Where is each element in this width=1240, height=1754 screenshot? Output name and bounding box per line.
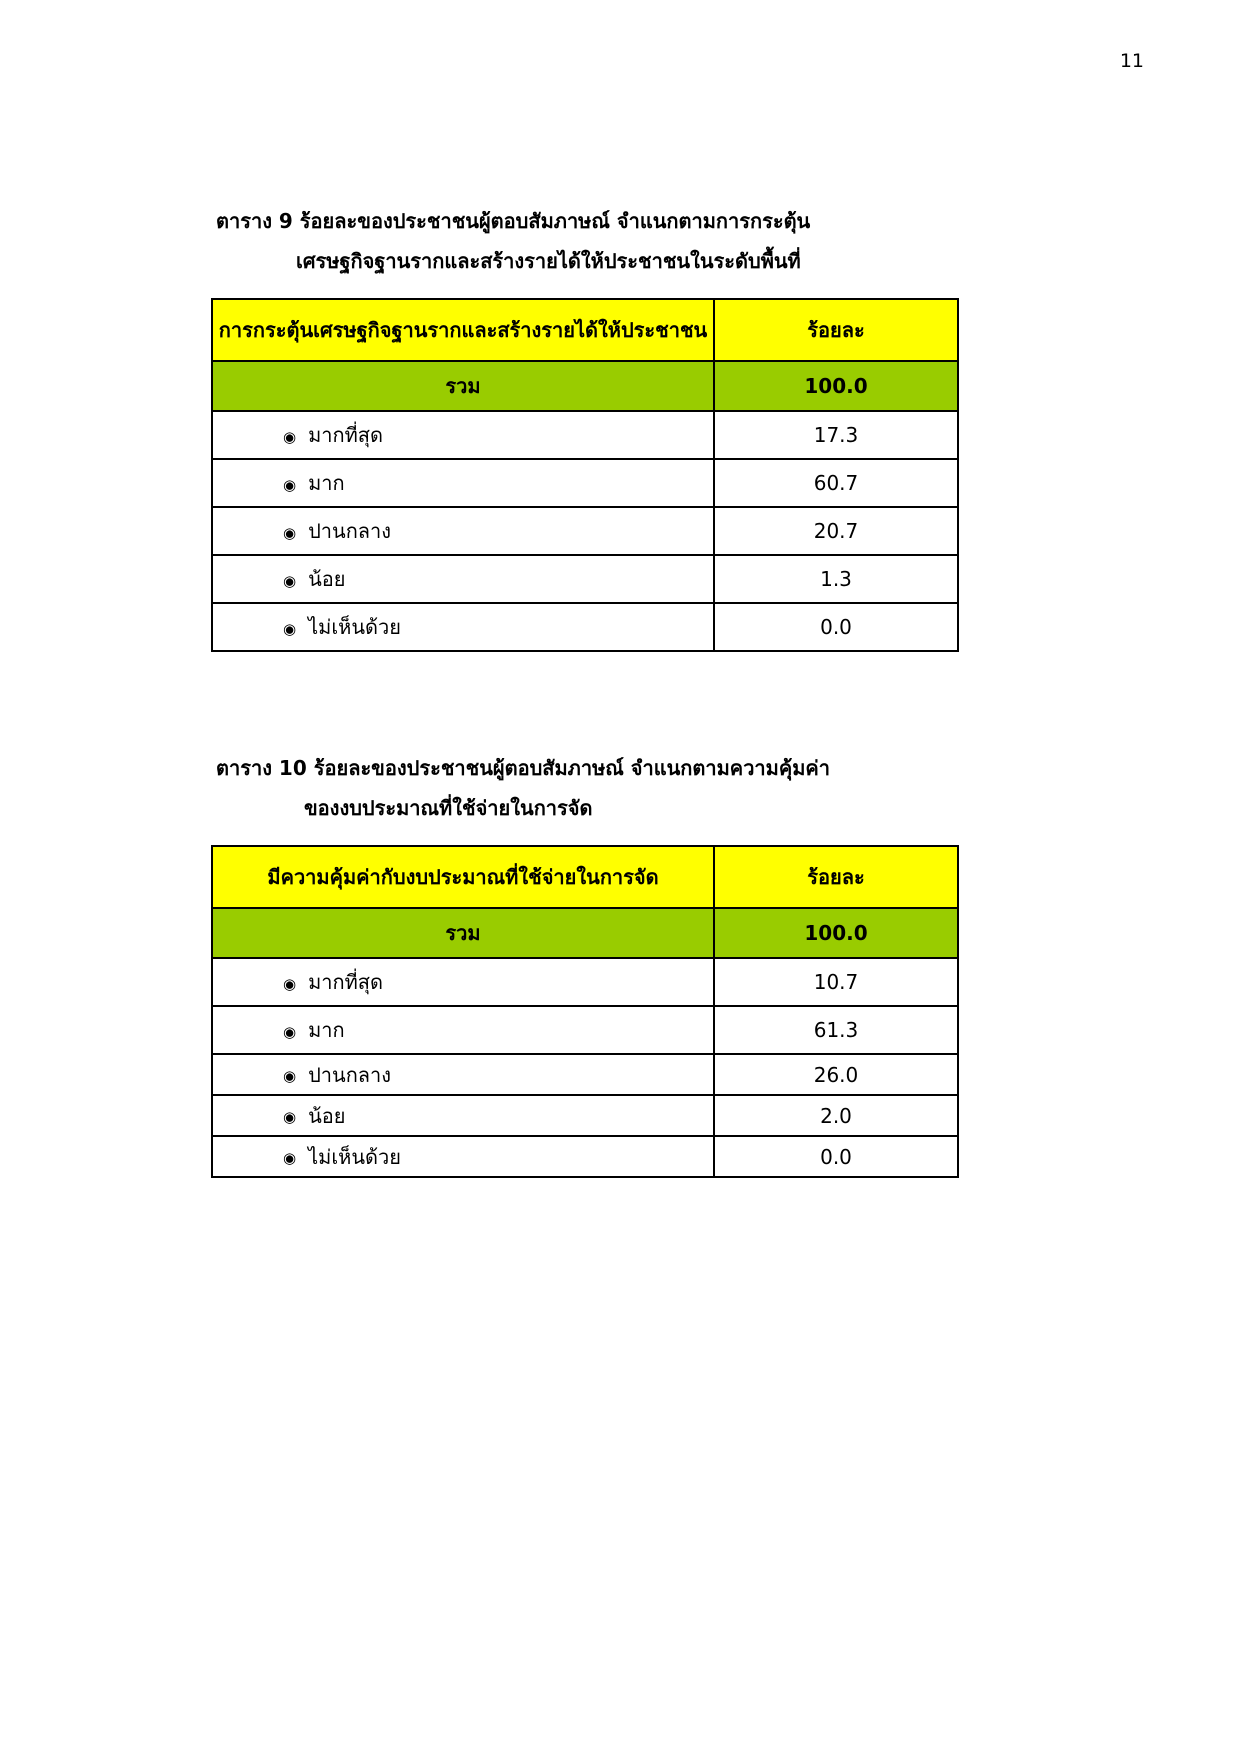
table-total-row: [212, 908, 958, 958]
row-label: น้อย: [308, 1103, 346, 1128]
table-9-caption-line1: ตาราง 9 ร้อยละของประชาชนผู้ตอบสัมภาษณ์ จำแนกตามการกระตุ้น: [216, 209, 811, 233]
row-value: 61.3: [714, 1006, 958, 1054]
row-value: 26.0: [714, 1054, 958, 1095]
bullet-icon: ◉: [283, 1067, 297, 1085]
row-label: ปานกลาง: [308, 519, 392, 543]
table-total-row: [212, 361, 958, 411]
table-9: [211, 298, 959, 652]
row-label: น้อย: [308, 567, 346, 591]
bullet-icon: ◉: [283, 1022, 297, 1041]
row-value: 1.3: [714, 555, 958, 603]
table-row: [212, 1136, 958, 1177]
row-value: 60.7: [714, 459, 958, 507]
row-label: ไม่เห็นด้วย: [308, 1144, 401, 1169]
bullet-icon: ◉: [283, 619, 297, 638]
bullet-icon: ◉: [283, 1149, 297, 1167]
bullet-icon: ◉: [283, 1108, 297, 1126]
bullet-icon: ◉: [283, 475, 297, 494]
table-9-caption: [216, 201, 1016, 281]
total-label: รวม: [212, 361, 714, 411]
table-header-row: [212, 846, 958, 908]
table-10-caption-line2: ของงบประมาณที่ใช้จ่ายในการจัด: [304, 796, 593, 820]
table-row: [212, 1095, 958, 1136]
page-number: 11: [1119, 50, 1144, 72]
table-row: [212, 1006, 958, 1054]
row-label: ไม่เห็นด้วย: [308, 615, 401, 639]
bullet-icon: ◉: [283, 427, 297, 446]
table-row: [212, 459, 958, 507]
row-label: มากที่สุด: [308, 423, 383, 447]
total-value: 100.0: [714, 908, 958, 958]
bullet-icon: ◉: [283, 571, 297, 590]
table-row: [212, 507, 958, 555]
row-value: 10.7: [714, 958, 958, 1006]
table-row: [212, 555, 958, 603]
bullet-icon: ◉: [283, 523, 297, 542]
table-row: [212, 958, 958, 1006]
table-row: [212, 603, 958, 651]
table-10-caption: [216, 748, 1016, 828]
table-header-category: มีความคุ้มค่ากับงบประมาณที่ใช้จ่ายในการจัด: [212, 846, 714, 908]
table-header-percent: ร้อยละ: [714, 846, 958, 908]
row-label: มากที่สุด: [308, 970, 383, 994]
table-10-caption-line1: ตาราง 10 ร้อยละของประชาชนผู้ตอบสัมภาษณ์ จำแนกตามความคุ้มค่า: [216, 756, 831, 780]
table-10: [211, 845, 959, 1178]
table-row: [212, 1054, 958, 1095]
table-header-row: [212, 299, 958, 361]
table-row: [212, 411, 958, 459]
row-value: 0.0: [714, 603, 958, 651]
bullet-icon: ◉: [283, 974, 297, 993]
table-header-percent: ร้อยละ: [714, 299, 958, 361]
total-label: รวม: [212, 908, 714, 958]
row-value: 0.0: [714, 1136, 958, 1177]
table-9-caption-line2: เศรษฐกิจฐานรากและสร้างรายได้ให้ประชาชนในระดับพื้นที่: [296, 249, 801, 273]
row-value: 17.3: [714, 411, 958, 459]
row-label: มาก: [308, 1018, 345, 1042]
row-label: ปานกลาง: [308, 1062, 392, 1087]
table-header-category: การกระตุ้นเศรษฐกิจฐานรากและสร้างรายได้ให้ประชาชน: [212, 299, 714, 361]
total-value: 100.0: [714, 361, 958, 411]
row-label: มาก: [308, 471, 345, 495]
row-value: 20.7: [714, 507, 958, 555]
row-value: 2.0: [714, 1095, 958, 1136]
